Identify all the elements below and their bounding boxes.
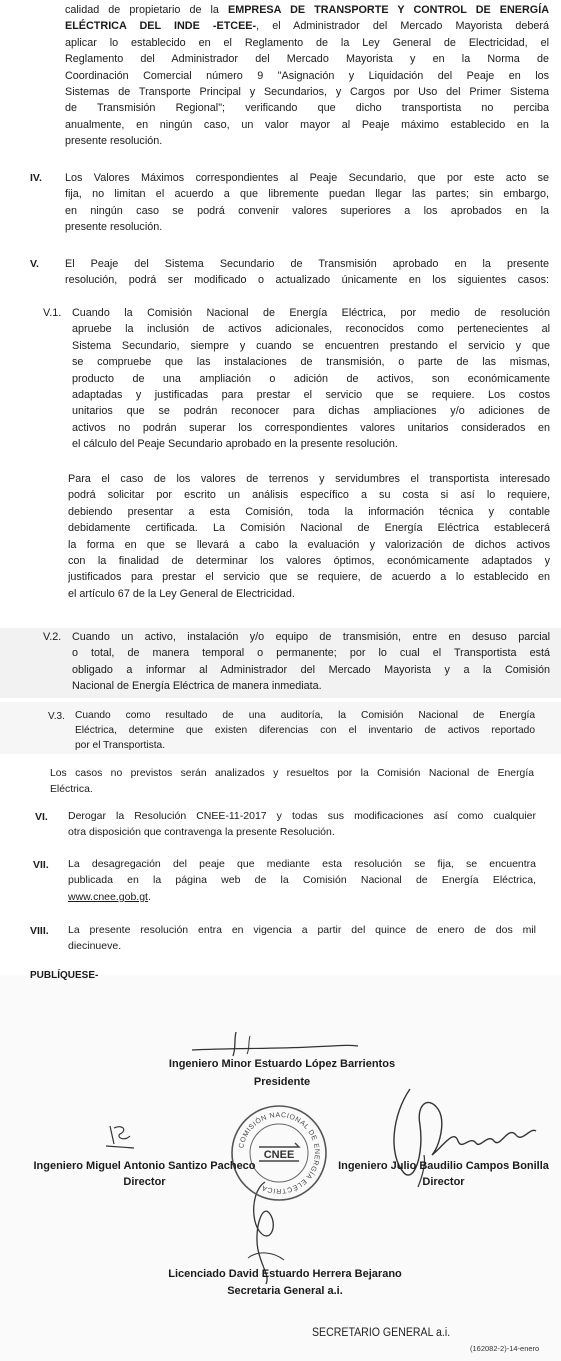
section-number: VII. <box>33 859 49 871</box>
text-line: presente resolución. <box>65 135 163 148</box>
text-line: La presente resolución entra en vigencia a partir del quince de enero de dos mil <box>68 924 536 936</box>
subsection-v2 <box>72 629 550 695</box>
cnee-seal <box>229 1103 329 1203</box>
signature-president <box>190 1028 360 1058</box>
text-line: resolución, podrá ser modificado o actualizado únicamente en los siguientes casos: <box>65 274 549 287</box>
text-line: debidamente certificada. La Comisión Nacional de Energía Eléctrica establecerá <box>68 522 550 535</box>
text-line: o total, de manera temporal o permanente; por lo cual el Transportista está <box>72 647 550 660</box>
text: calidad de propietario de la <box>65 4 229 16</box>
text-line: Cuando la Comisión Nacional de Energía Eléctrica, por medio de resolución <box>72 307 550 319</box>
text-line: obligado a informar al Administrador del Mercado Mayorista y a la Comisión <box>72 663 550 676</box>
text-line: en ningún caso se podrá convenir valores superiores a los aprobados en la <box>65 204 549 217</box>
director2-name: Ingeniero Julio Baudilio Campos Bonilla <box>338 1160 549 1172</box>
subsection-number: V.3. <box>48 711 65 722</box>
subsection-v1-paragraph-2 <box>68 471 550 602</box>
text-line: producto de una ampliación o adición de activos, son económicamente <box>72 372 550 385</box>
text-line: debiendo presentar a esta Comisión, toda la información técnica y contable <box>68 505 550 518</box>
text-line: Coordinación Comercial número 9 "Asignación y Liquidación del Peaje en los <box>65 69 549 82</box>
text-line: Derogar la Resolución CNEE-11-2017 y todas sus modificaciones así como cualquier <box>68 810 536 822</box>
text-line: La desagregación del peaje que mediante esta resolución se fija, se encuentra <box>68 858 536 870</box>
text-line: se compruebe que las instalaciones de transmisión, o parte de las mismas, <box>72 356 550 369</box>
section-number: IV. <box>30 172 42 184</box>
secretary-stamp: SECRETARIO GENERAL a.i. <box>312 1327 451 1339</box>
text-line: El Peaje del Sistema Secundario de Transmisión aprobado en la presente <box>65 258 549 270</box>
text-line: el cálculo del Peaje Secundario aprobado en la presente resolución. <box>72 438 398 451</box>
text-line: Para el caso de los valores de terrenos y servidumbres el transportista interesado <box>68 473 550 485</box>
signature-director2 <box>380 1085 540 1190</box>
text-line: Cuando como resultado de una auditoría, la Comisión Nacional de Energía <box>75 710 535 721</box>
subsection-v1 <box>72 305 550 453</box>
footer-code: (162082-2)-14-enero <box>470 1344 540 1353</box>
website-link[interactable]: www.cnee.gob.gt <box>68 890 148 903</box>
subsection-number: V.2. <box>43 631 62 643</box>
text-line: Eléctrica. <box>50 783 93 795</box>
text-line: anualmente, en ningún caso, un valor mayor al Peaje máximo establecido en la <box>65 118 549 131</box>
text-line: presente resolución. <box>65 221 163 234</box>
subsection-number: V.1. <box>43 307 62 319</box>
director1-title: Director <box>123 1176 166 1188</box>
section-viii <box>68 922 536 955</box>
text-line: podrá solicitar por escrito un análisis específico a su costa si así lo requiere, <box>68 489 550 502</box>
unforeseen-cases <box>50 766 534 797</box>
president-name: Ingeniero Minor Estuardo López Barrientos <box>168 1058 396 1070</box>
company-name: ELÉCTRICA DEL INDE -ETCEE- <box>65 20 257 33</box>
text-line: Los casos no previstos serán analizados y resueltos por la Comisión Nacional de Energía <box>50 768 534 779</box>
text-line: apruebe la inclusión de activos adicionales, reconocidos como pertenecientes al <box>72 323 550 336</box>
text-line: Nacional de Energía Eléctrica de manera inmediata. <box>72 680 322 693</box>
text-line: Cuando un activo, instalación y/o equipo de transmisión, entre en desuso parcial <box>72 631 550 643</box>
text-line: aplicar lo establecido en el Reglamento de la Ley General de Electricidad, el <box>65 36 549 49</box>
text-line: activos no podrán superar los correspondientes valores unitarios considerados en <box>72 421 550 434</box>
section-number: VI. <box>35 811 48 823</box>
text-line: fija, no limitan el acuerdo a que libremente puedan llegar las partes; sin embargo, <box>65 188 549 201</box>
company-name: EMPRESA DE TRANSPORTE Y CONTROL DE ENERGÍA <box>228 4 549 16</box>
text-line: Sistemas de Transporte Principal y Secundarios, y Cargos por Uso del Primer Sistema <box>65 86 549 99</box>
text: . <box>147 890 151 903</box>
text-line: Reglamento del Administrador del Mercado Mayorista y en la Norma de <box>65 53 549 66</box>
publish-heading: PUBLÍQUESE- <box>30 970 99 981</box>
section-v <box>65 256 549 289</box>
text-line: la forma en que se llevará a cabo la evaluación y valorización de dichos activos <box>68 538 550 551</box>
secretary-title: Secretaria General a.i. <box>227 1285 343 1297</box>
signature-director1 <box>100 1122 140 1152</box>
seal-ring-text: COMISIÓN NACIONAL DE ENERGÍA ELÉCTRICA <box>238 1111 321 1195</box>
paragraph-top <box>65 2 549 150</box>
subsection-v3 <box>75 708 535 754</box>
text-line: Eléctrica, determine que existen diferencias con el inventario de activos reportado <box>75 725 535 737</box>
text-line: Los Valores Máximos correspondientes al Peaje Secundario, que por este acto se <box>65 172 549 184</box>
text-line: con la finalidad de determinar los valores óptimos, económicamente adaptados y <box>68 555 550 568</box>
section-number: V. <box>30 258 39 270</box>
seal-center-text: CNEE <box>263 1149 295 1161</box>
text-line: diecinueve. <box>68 940 122 953</box>
text-line: Sistema Secundario, siempre y cuando se encuentren prestando el servicio y que <box>72 339 550 352</box>
text-line: unitarios que se podrán reconocer para dichas ampliaciones y/o adiciones de <box>72 405 550 418</box>
text-line: por el Transportista. <box>75 740 166 752</box>
text-line: el artículo 67 de la Ley General de Electricidad. <box>68 587 295 600</box>
section-vi <box>68 808 536 841</box>
text-line: de Transmisión Regional"; verificando que dicho transportista no perciba <box>65 102 549 115</box>
section-vii <box>68 856 536 905</box>
text-line: otra disposición que contravenga la presente Resolución. <box>68 826 335 839</box>
director1-name: Ingeniero Miguel Antonio Santizo Pacheco <box>33 1160 256 1172</box>
text-line: adaptadas y justificadas para prestar el servicio que se requiere. Los costos <box>72 389 550 402</box>
section-iv <box>65 170 549 236</box>
text-line: justificados para prestar el servicio que se requiere, de acuerdo a lo establecido en <box>68 571 550 584</box>
text: , el Administrador del Mercado Mayorista deberá <box>256 20 549 33</box>
secretary-name: Licenciado David Estuardo Herrera Bejarano <box>168 1268 402 1280</box>
section-number: VIII. <box>30 925 49 937</box>
text-line: publicada en la página web de la Comisión Nacional de Energía Eléctrica, <box>68 874 536 887</box>
director2-title: Director <box>422 1176 465 1188</box>
president-title: Presidente <box>253 1076 311 1088</box>
